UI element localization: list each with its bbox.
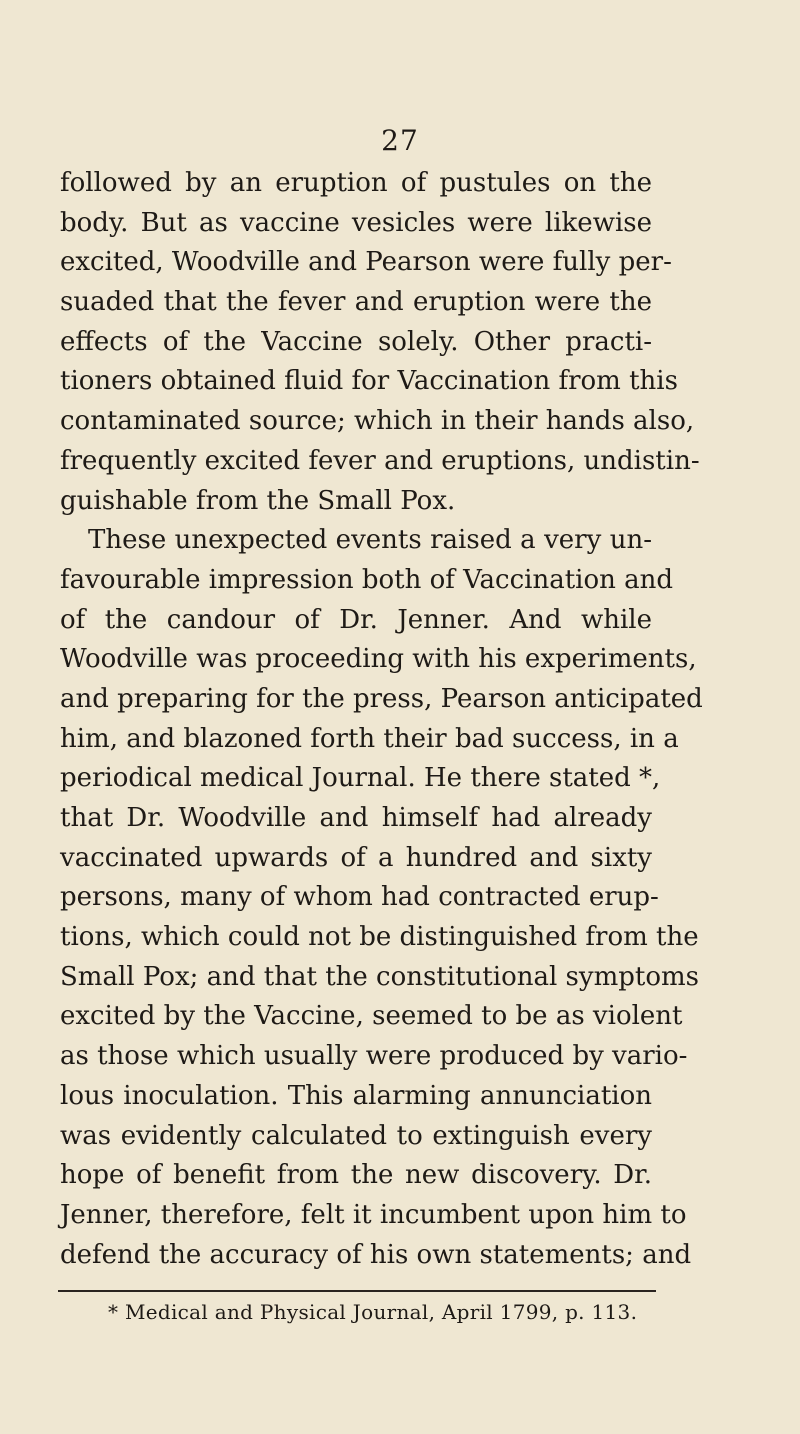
text-line: lous inoculation. This alarming annunciation	[60, 1080, 652, 1111]
text-line: body. But as vaccine vesicles were likewise	[60, 207, 652, 238]
text-line: followed by an eruption of pustules on the	[60, 168, 652, 198]
text-line: excited by the Vaccine, seemed to be as violent	[60, 1001, 683, 1032]
text-line: favourable impression both of Vaccination and	[60, 564, 674, 595]
text-line: that Dr. Woodville and himself had already	[60, 803, 652, 833]
text-line: excited, Woodville and Pearson were fully per-	[60, 247, 672, 278]
footnote: * Medical and Physical Journal, April 1799, p. 113.	[108, 1300, 638, 1324]
page-number: 27	[381, 124, 419, 157]
text-line: him, and blazoned forth their bad success, in a	[60, 723, 679, 754]
text-line: as those which usually were produced by vario-	[60, 1041, 688, 1072]
text-line: These unexpected events raised a very un-	[88, 525, 652, 556]
text-line: Small Pox; and that the constitutional symptoms	[60, 961, 699, 992]
text-line: Jenner, therefore, felt it incumbent upon him to	[60, 1199, 687, 1230]
text-line: tioners obtained fluid for Vaccination from this	[60, 366, 678, 397]
text-line: periodical medical Journal. He there stated *,	[60, 763, 661, 794]
text-line: vaccinated upwards of a hundred and sixty	[60, 842, 652, 873]
text-line: was evidently calculated to extinguish every	[60, 1120, 652, 1151]
text-line: suaded that the fever and eruption were the	[60, 287, 652, 318]
text-line: tions, which could not be distinguished from the	[60, 922, 699, 953]
text-line: Woodville was proceeding with his experiments,	[60, 644, 697, 675]
text-line: frequently excited fever and eruptions, undistin-	[60, 445, 700, 476]
text-line: persons, many of whom had contracted erup-	[60, 882, 659, 913]
text-line: guishable from the Small Pox.	[60, 485, 456, 516]
text-line: of the candour of Dr. Jenner. And while	[60, 604, 652, 635]
body-text	[60, 164, 703, 1275]
text-line: effects of the Vaccine solely. Other practi-	[60, 326, 652, 357]
text-line: hope of benefit from the new discovery. Dr.	[60, 1160, 652, 1191]
text-line: contaminated source; which in their hands also,	[60, 406, 695, 437]
text-line: and preparing for the press, Pearson anticipated	[60, 683, 703, 714]
text-line: defend the accuracy of his own statements; and	[60, 1239, 692, 1270]
footnote-divider	[58, 1290, 656, 1292]
